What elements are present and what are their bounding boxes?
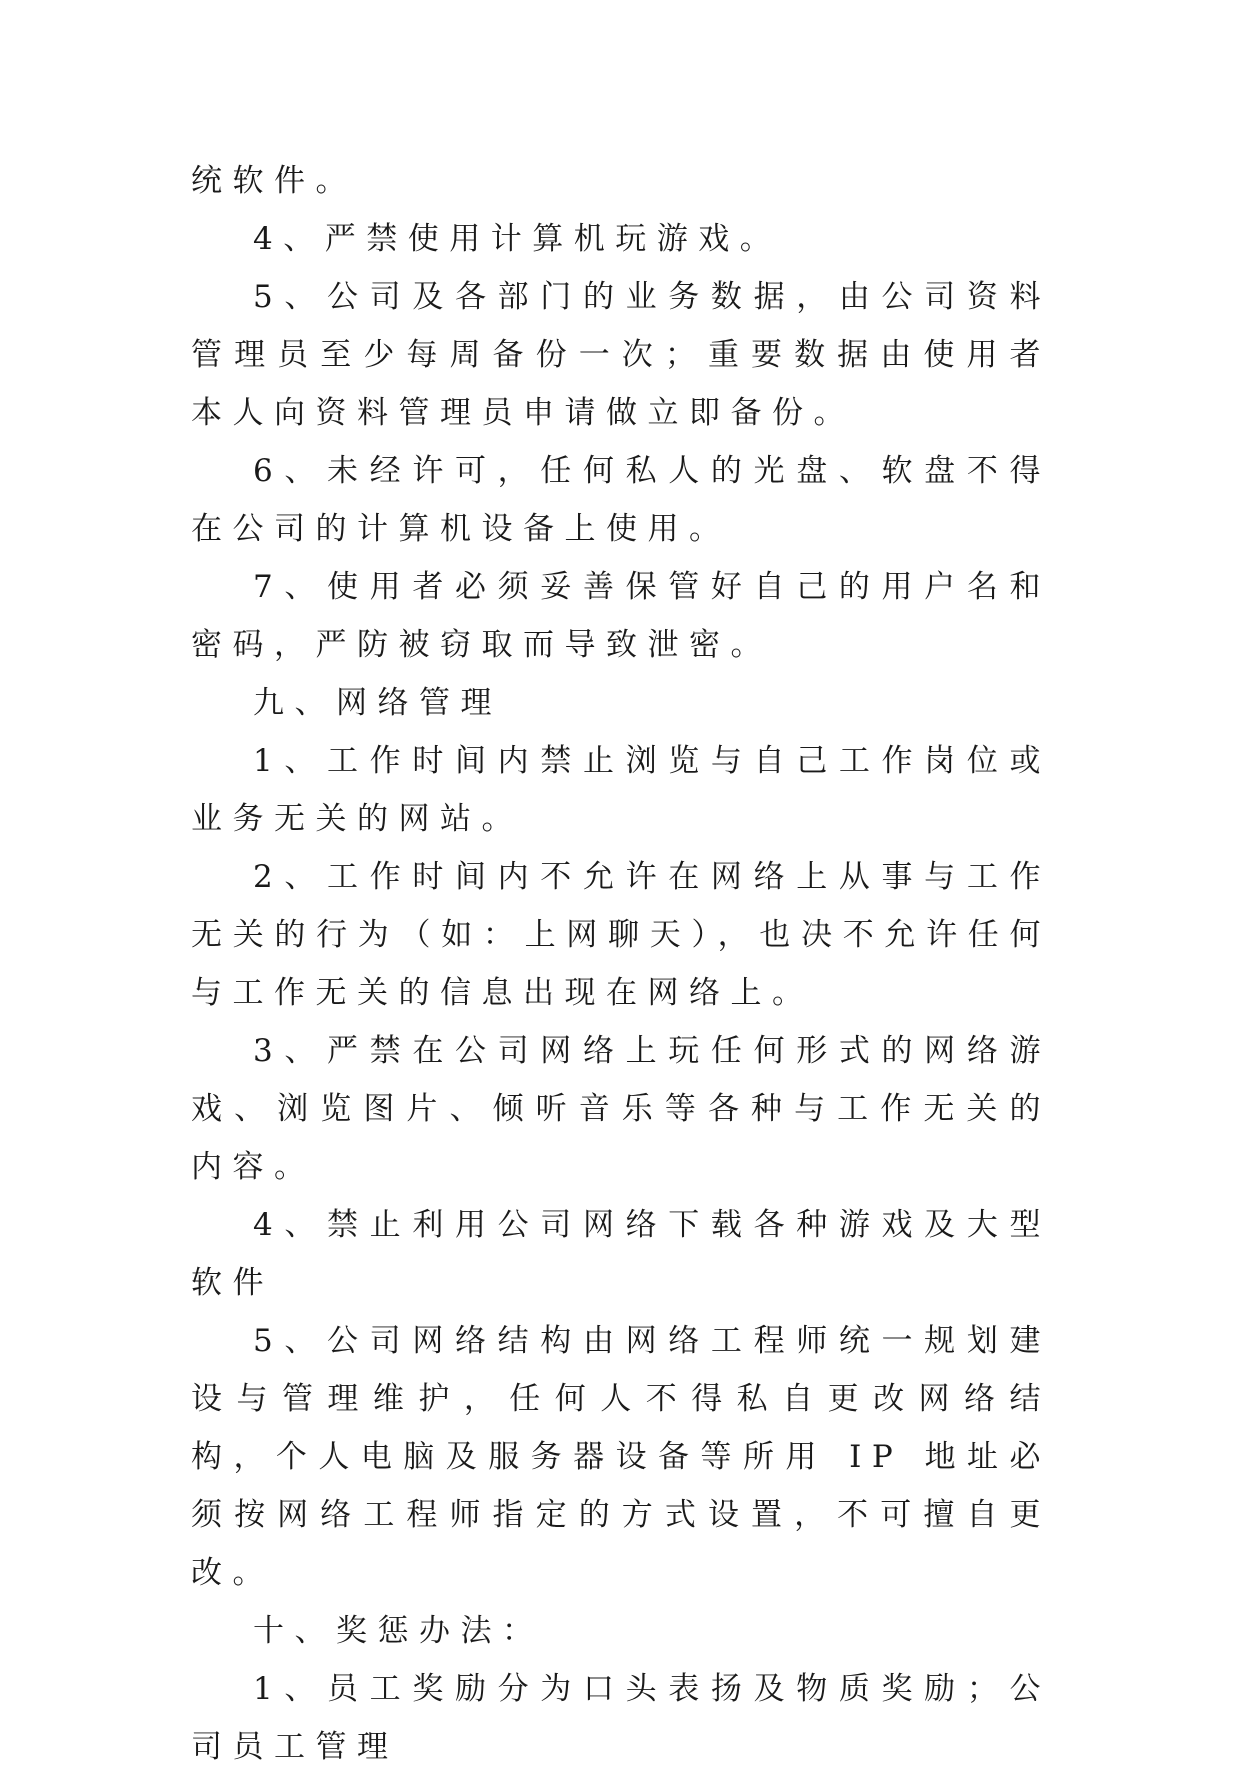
paragraph-network-item-2: 2、工作时间内不允许在网络上从事与工作无关的行为（如：上网聊天），也决不允许任何与工作无关的信息出现在网络上。	[191, 859, 1051, 1011]
paragraph-item-5-data-backup: 5、公司及各部门的业务数据，由公司资料管理员至少每周备份一次；重要数据由使用者本人向资料管理员申请做立即备份。	[191, 279, 1051, 431]
paragraph-item-6-private-disks: 6、未经许可，任何私人的光盘、软盘不得在公司的计算机设备上使用。	[191, 453, 1051, 547]
paragraph-item-7-passwords: 7、使用者必须妥善保管好自己的用户名和密码，严防被窃取而导致泄密。	[191, 569, 1051, 663]
paragraph-rewards-item-1: 1、员工奖励分为口头表扬及物质奖励；公司员工管理	[191, 1671, 1051, 1765]
paragraph-continuation: 统软件。	[191, 163, 357, 199]
section-heading-rewards-penalties: 十、奖惩办法：	[253, 1613, 544, 1649]
paragraph-network-item-3: 3、严禁在公司网络上玩任何形式的网络游戏、浏览图片、倾听音乐等各种与工作无关的内容。	[191, 1033, 1051, 1185]
section-heading-network-management: 九、网络管理	[253, 685, 502, 721]
paragraph-network-item-5: 5、公司网络结构由网络工程师统一规划建设与管理维护，任何人不得私自更改网络结构，个人电脑及服务器设备等所用 IP 地址必须按网络工程师指定的方式设置，不可擅自更改。	[191, 1323, 1051, 1591]
paragraph-network-item-4: 4、禁止利用公司网络下载各种游戏及大型软件	[191, 1207, 1051, 1301]
paragraph-network-item-1: 1、工作时间内禁止浏览与自己工作岗位或业务无关的网站。	[191, 743, 1051, 837]
document-body	[191, 152, 1051, 1776]
paragraph-item-4-no-games: 4、严禁使用计算机玩游戏。	[253, 221, 782, 257]
